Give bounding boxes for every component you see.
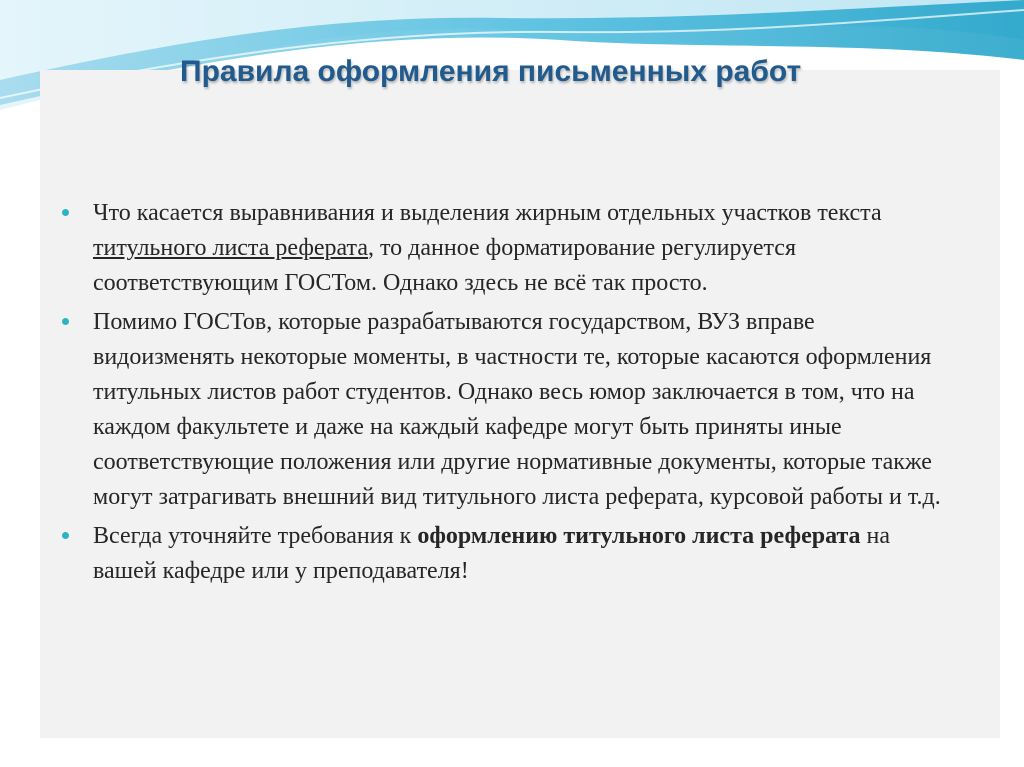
bullet-list [58,196,958,593]
bullet-2-text: Помимо ГОСТов, которые разрабатываются государством, ВУЗ вправе видоизменять некоторые моменты, в частности те, которые касаются оформления титульных листов работ студентов. Однако весь юмор заключается в том, что на каждом факультете и даже на каждый кафедре могут быть приняты иные соответствующие положения или другие нормативные документы, которые также могут затрагивать внешний вид титульного листа реферата, курсовой работы и т.д. [93,309,941,510]
bullet-3-bold-text: оформлению титульного листа реферата [417,523,861,549]
bullet-dot-icon [62,318,69,325]
slide-title: Правила оформления письменных работ [180,55,802,88]
bullet-dot-icon [62,209,69,216]
bullet-3-text-end: на вашей кафедре или у преподавателя! [93,523,891,584]
bullet-item-3 [58,519,958,589]
bullet-item-1 [58,196,958,301]
title-page-link[interactable]: титульного листа реферата [93,235,368,261]
bullet-item-2 [58,305,958,515]
bullet-3-text-start: Всегда уточняйте требования к [93,523,418,549]
bullet-1-text-start: Что касается выравнивания и выделения жирным отдельных участков текста [93,200,882,226]
bullet-dot-icon [62,532,69,539]
bullet-1-text-end: , то данное форматирование регулируется соответствующим ГОСТом. Однако здесь не всё так просто. [93,235,796,296]
